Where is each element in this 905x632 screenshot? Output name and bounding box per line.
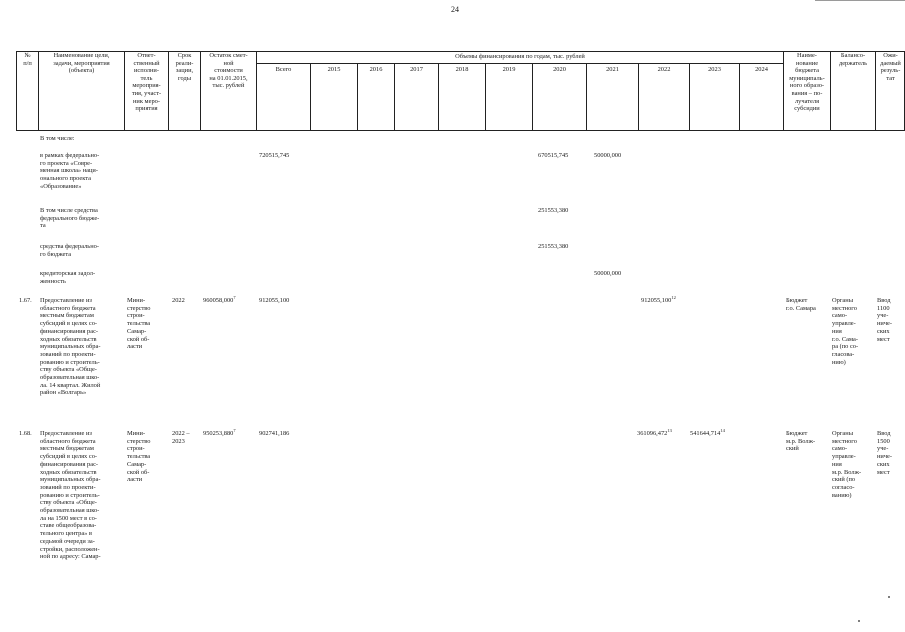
row-1-68-total: 902741,186 xyxy=(259,430,290,437)
federal-budget-incl-2020: 251553,380 xyxy=(538,207,569,214)
header-year-2022: 2022 xyxy=(657,66,671,73)
federal-project-2020: 670515,745 xyxy=(538,152,569,159)
header-name: Наименование цели, задачи, мероприятия (объекта) xyxy=(53,52,110,75)
federal-project-name: в рамках федерально- го проекта «Совре- менная школа» наци- онального проекта «Образование» xyxy=(40,152,100,190)
row-1-68-period: 2022 – 2023 xyxy=(172,430,190,445)
payables-name: кредиторская задол- женность xyxy=(40,270,96,285)
header-year-2017: 2017 xyxy=(410,66,423,73)
col-divider xyxy=(256,51,257,131)
header-year-2019: 2019 xyxy=(502,66,516,73)
header-num: № п/п xyxy=(23,52,32,67)
row-1-68-num: 1.68. xyxy=(19,430,32,437)
header-executor: Ответ- ственный исполни- тель мероприя- тия, участ- ник меро- приятия xyxy=(131,52,162,113)
row-1-68-executor: Мини- стерство строи- тельства Самар- ской об- ласти xyxy=(127,430,151,484)
header-total: Всего xyxy=(275,66,292,73)
header-period: Срок реали- зации, годы xyxy=(175,52,194,82)
header-funding-group: Объемы финансирования по годам, тыс. рублей xyxy=(455,53,585,60)
row-1-67-total: 912055,100 xyxy=(259,297,290,304)
federal-budget-name: средства федерально- го бюджета xyxy=(40,243,99,258)
row-1-68-name: Предоставление из областного бюджета местным бюджетам субсидий в целях со- финансирования рас- ходных обязательств муниципальных обра- зований по проекти- рованию и строитель- ству объекта «Обще- образовательная шко- ла на 1500 мест в со- ставе общеобразова- тельного центра» в седьмой очереди за- стройки, расположен- ной по адресу: Самар- xyxy=(40,430,101,561)
federal-project-2021: 50000,000 xyxy=(594,152,622,159)
row-1-67-period: 2022 xyxy=(172,297,185,304)
header-holder: Балансо- держатель xyxy=(838,52,868,67)
row-1-68-2023: 541644,714$^{14}$ xyxy=(690,427,725,437)
row-1-68-holder: Органы местного само- управле- ния м.р. Волж- ский (по согласо- ванию) xyxy=(832,430,862,499)
header-year-2016: 2016 xyxy=(369,66,383,73)
header-recipient: Наиме- нование бюджета муниципаль- ного образо- вания – по- лучателя субсидии xyxy=(789,52,825,113)
corner-rule xyxy=(815,0,905,1)
row-1-67-remainder: 960058,000$^7$ xyxy=(203,294,236,304)
row-1-68-result: Ввод 1500 уче- ниче- ских мест xyxy=(877,430,893,476)
row-1-67-recipient: Бюджет г.о. Самара xyxy=(786,297,816,312)
header-year-2021: 2021 xyxy=(606,66,619,73)
federal-project-total: 720515,745 xyxy=(259,152,290,159)
row-1-67-num: 1.67. xyxy=(19,297,32,304)
row-1-67-name: Предоставление из областного бюджета местным бюджетам субсидий в целях со- финансирования рас- ходных обязательств муниципальных обра- зований по проекти- рованию и строитель- ству объекта «Обще- образовательная шко- ла. 14 квартал. Жилой район «Волгарь» xyxy=(40,297,101,397)
row-1-68-remainder: 950253,880$^7$ xyxy=(203,427,236,437)
row-1-67-executor: Мини- стерство строи- тельства Самар- ской об- ласти xyxy=(127,297,151,351)
federal-budget-2020: 251553,380 xyxy=(538,243,569,250)
scan-speck xyxy=(858,620,860,622)
header-year-2024: 2024 xyxy=(755,66,768,73)
federal-budget-incl-name: В том числе средства федерального бюдже- та xyxy=(40,207,100,230)
header-year-2015: 2015 xyxy=(327,66,341,73)
page-number: 24 xyxy=(451,5,459,14)
row-1-67-holder: Органы местного само- управле- ния г.о. Сама- ра (по со- гласова- нию) xyxy=(832,297,859,366)
header-result: Ожи- даемый резуль- тат xyxy=(880,52,901,82)
header-bottom-border xyxy=(16,130,905,131)
row-1-68-2022: 361096,472$^{13}$ xyxy=(637,427,672,437)
header-year-2020: 2020 xyxy=(553,66,566,73)
row-1-68-recipient: Бюджет м.р. Волж- ский xyxy=(786,430,816,453)
header-year-2018: 2018 xyxy=(455,66,469,73)
header-year-2023: 2023 xyxy=(708,66,721,73)
scan-speck xyxy=(888,596,890,598)
payables-2021: 50000,000 xyxy=(594,270,622,277)
row-1-67-result: Ввод 1100 уче- ниче- ских мест xyxy=(877,297,893,343)
including-label: В том числе: xyxy=(40,135,75,142)
header-remainder: Остаток смет- ной стоимости на 01.01.2015, тыс. рублей xyxy=(209,52,248,90)
funding-subheader-border xyxy=(256,63,783,64)
row-1-67-2022: 912055,100$^{12}$ xyxy=(641,294,676,304)
